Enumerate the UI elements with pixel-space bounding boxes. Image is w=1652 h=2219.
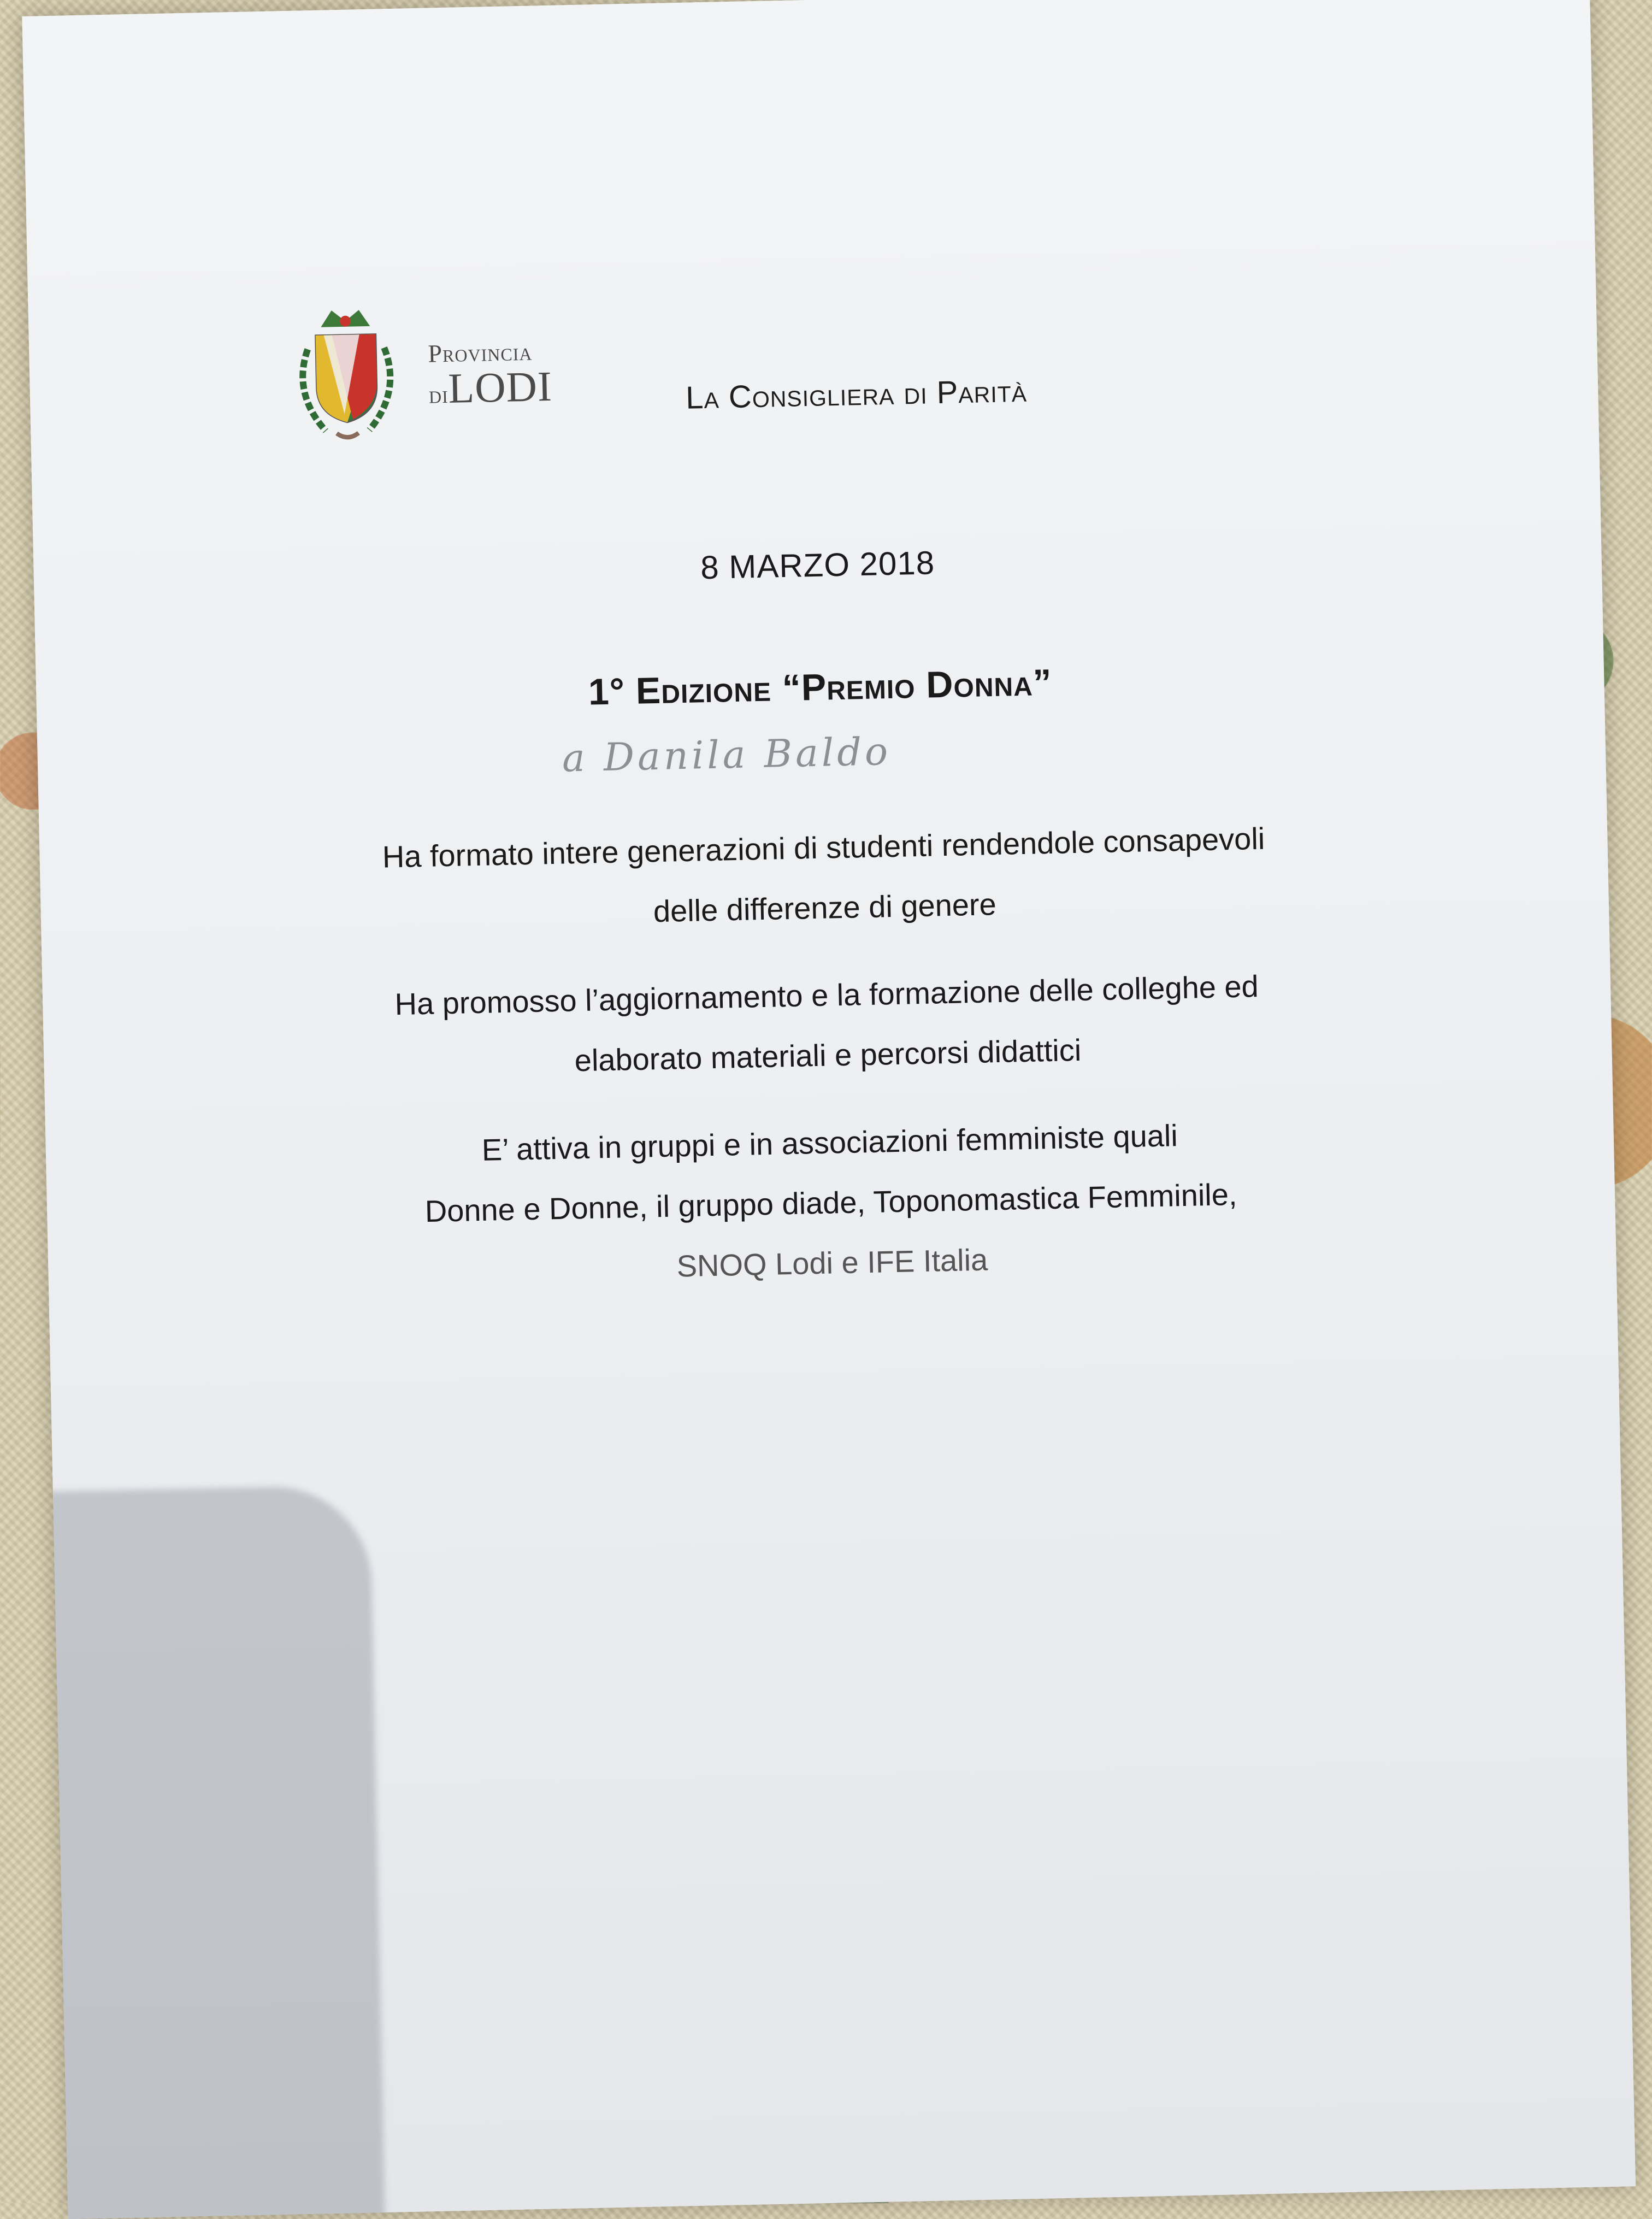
paragraph-1 — [39, 802, 1609, 955]
provincia-di-lodi-crest-icon — [291, 304, 403, 448]
paragraph-line: delle differenze di genere — [653, 887, 997, 929]
logo-line-provincia: Provincia — [427, 337, 533, 368]
paragraph-line: E’ attiva in gruppi e in associazioni femministe quali — [481, 1118, 1178, 1167]
document-body — [33, 530, 1616, 1310]
paragraph-3 — [45, 1097, 1616, 1310]
logo-di: di — [428, 380, 449, 409]
paragraph-line: SNOQ Lodi e IFE Italia — [676, 1242, 988, 1284]
logo-lodi: LODI — [447, 362, 553, 412]
recipient-name: a Danila Baldo — [562, 729, 892, 781]
letterhead — [246, 270, 1452, 460]
award-title: 1° Edizione “Premio Donna” — [588, 661, 1053, 713]
logo-line-lodi — [428, 362, 553, 412]
logo-wordmark — [428, 339, 553, 410]
paragraph-line: elaborato materiali e percorsi didattici — [574, 1032, 1082, 1078]
document-sheet — [22, 0, 1636, 2219]
office-title: La Consigliera di Parità — [685, 373, 1028, 416]
paragraph-line: Donne e Donne, il gruppo diade, Toponomastica Femminile, — [424, 1176, 1238, 1229]
paragraph-line: Ha promosso l’aggiornamento e la formazione delle colleghe ed — [394, 969, 1259, 1022]
hand-shadow — [22, 1485, 386, 2219]
paragraph-2 — [42, 949, 1612, 1102]
paragraph-line: Ha formato intere generazioni di studenti rendendole consapevoli — [382, 821, 1265, 874]
document-date: 8 MARZO 2018 — [700, 544, 935, 586]
